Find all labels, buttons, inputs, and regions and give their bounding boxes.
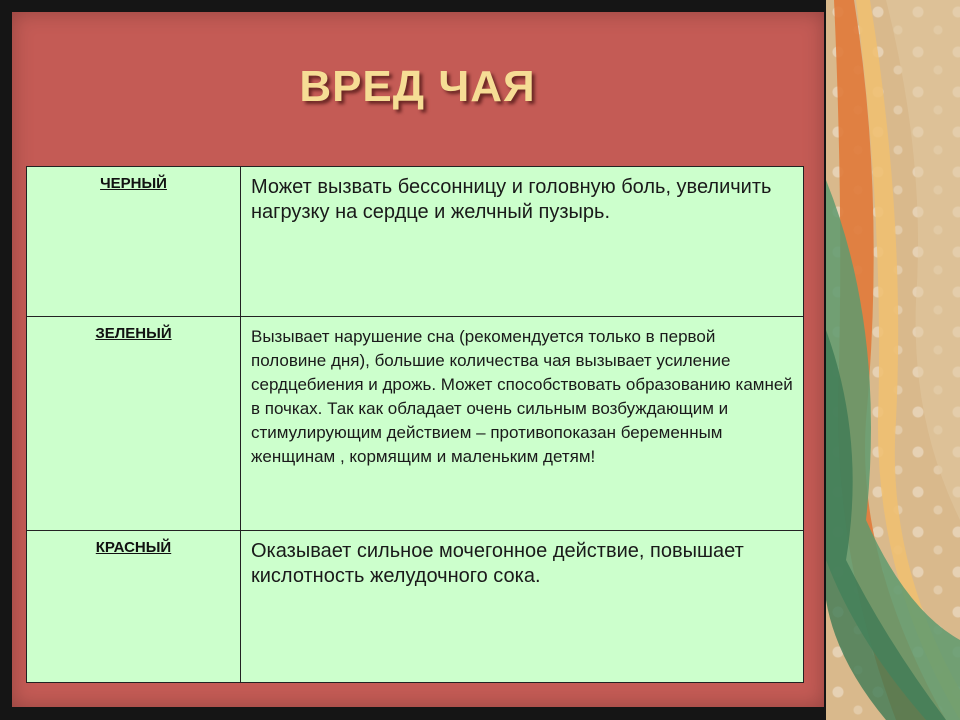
- table-row: [27, 317, 804, 531]
- tea-type-cell: [27, 317, 241, 531]
- decorative-ribbons-image: [826, 0, 960, 720]
- decorative-side-panel: [826, 0, 960, 720]
- table-row: [27, 531, 804, 683]
- table-row: [27, 167, 804, 317]
- tea-type-label: КРАСНЫЙ: [95, 539, 172, 556]
- tea-harm-table: [26, 166, 804, 683]
- tea-type-label: ЧЕРНЫЙ: [100, 175, 167, 192]
- page-title: ВРЕД ЧАЯ: [299, 62, 536, 111]
- tea-type-cell: [27, 167, 241, 317]
- tea-type-label: ЗЕЛЕНЫЙ: [95, 325, 172, 342]
- tea-harm-description: Может вызвать бессонницу и головную боль, увеличить нагрузку на сердце и желчный пузырь.: [241, 167, 804, 317]
- tea-type-cell: [27, 531, 241, 683]
- tea-harm-description: Оказывает сильное мочегонное действие, повышает кислотность желудочного сока.: [241, 531, 804, 683]
- tea-harm-description: Вызывает нарушение сна (рекомендуется только в первой половине дня), большие количества чая вызывает усиление сердцебиения и дрожь. Может способствовать образованию камней в почках. Так как обладает очень сильным возбуждающим и стимулирующим действием – противопоказан беременным женщинам , кормящим и маленьким детям!: [241, 317, 804, 531]
